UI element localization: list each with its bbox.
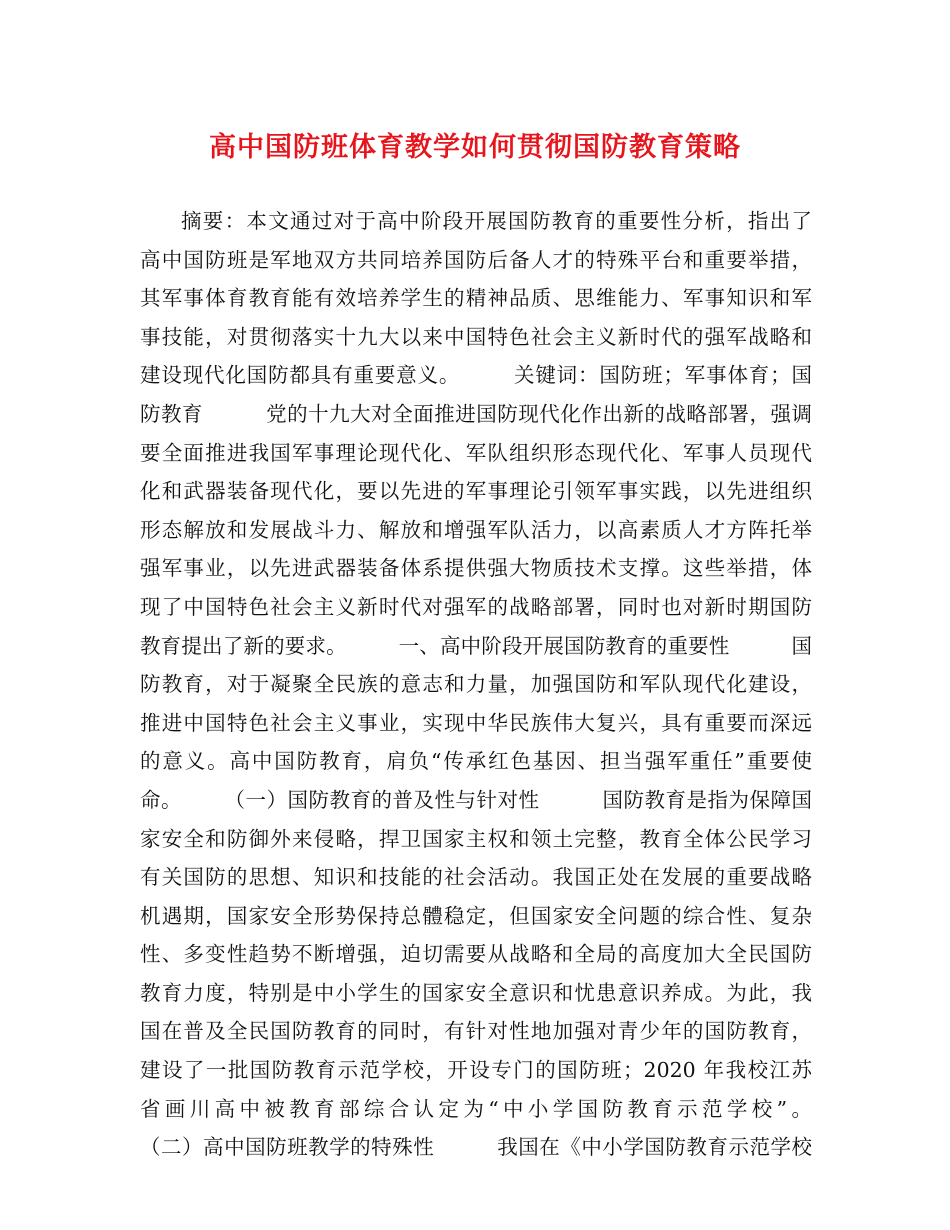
- body-line: 化和武器装备现代化，要以先进的军事理论引领军事实践，以先进组织: [140, 479, 812, 504]
- body-line: 现了中国特色社会主义新时代对强军的战略部署，同时也对新时期国防: [140, 594, 812, 619]
- body-line: 省画川高中被教育部综合认定为“中小学国防教育示范学校”。: [140, 1096, 812, 1121]
- document-body: [140, 202, 812, 1167]
- body-line: 防教育 党的十九大对全面推进国防现代化作出新的战略部署，强调: [140, 401, 812, 426]
- body-line: 的意义。高中国防教育，肩负“传承红色基因、担当强军重任”重要使: [140, 749, 812, 774]
- body-line: 防教育，对于凝聚全民族的意志和力量，加强国防和军队现代化建设，: [140, 672, 812, 697]
- body-line: 建设现代化国防都具有重要意义。 关键词：国防班；军事体育；国: [140, 363, 812, 388]
- body-line: 机遇期，国家安全形势保持总體稳定，但国家安全问题的综合性、复杂: [140, 903, 812, 928]
- body-line: 形态解放和发展战斗力、解放和增强军队活力，以高素质人才方阵托举: [140, 517, 812, 542]
- document-title: 高中国防班体育教学如何贯彻国防教育策略: [209, 132, 741, 163]
- body-line: 教育力度，特别是中小学生的国家安全意识和忧患意识养成。为此，我: [140, 980, 812, 1005]
- body-line: 推进中国特色社会主义事业，实现中华民族伟大复兴，具有重要而深远: [140, 710, 812, 735]
- body-line: 命。 （一）国防教育的普及性与针对性 国防教育是指为保障国: [140, 787, 812, 812]
- body-line: 教育提出了新的要求。 一、高中阶段开展国防教育的重要性 国: [140, 633, 812, 658]
- body-line: 要全面推进我国军事理论现代化、军队组织形态现代化、军事人员现代: [140, 440, 812, 465]
- body-line: 家安全和防御外来侵略，捍卫国家主权和领土完整，教育全体公民学习: [140, 826, 812, 851]
- body-line: 建设了一批国防教育示范学校，开设专门的国防班；2020 年我校江苏: [140, 1058, 812, 1083]
- body-line: 有关国防的思想、知识和技能的社会活动。我国正处在发展的重要战略: [140, 865, 812, 890]
- body-line: 高中国防班是军地双方共同培养国防后备人才的特殊平台和重要举措，: [140, 247, 812, 272]
- body-line: 国在普及全民国防教育的同时，有针对性地加强对青少年的国防教育，: [140, 1019, 812, 1044]
- body-line: 性、多变性趋势不断增强，迫切需要从战略和全局的高度加大全民国防: [140, 942, 812, 967]
- body-line: 事技能，对贯彻落实十九大以来中国特色社会主义新时代的强军战略和: [140, 324, 812, 349]
- body-line: 摘要：本文通过对于高中阶段开展国防教育的重要性分析，指出了: [181, 209, 812, 233]
- body-line: 强军事业，以先进武器装备体系提供强大物质技术支撑。这些举措，体: [140, 556, 812, 581]
- body-line: （二）高中国防班教学的特殊性 我国在《中小学国防教育示范学校: [140, 1135, 812, 1160]
- body-line: 其军事体育教育能有效培养学生的精神品质、思维能力、军事知识和军: [140, 286, 812, 311]
